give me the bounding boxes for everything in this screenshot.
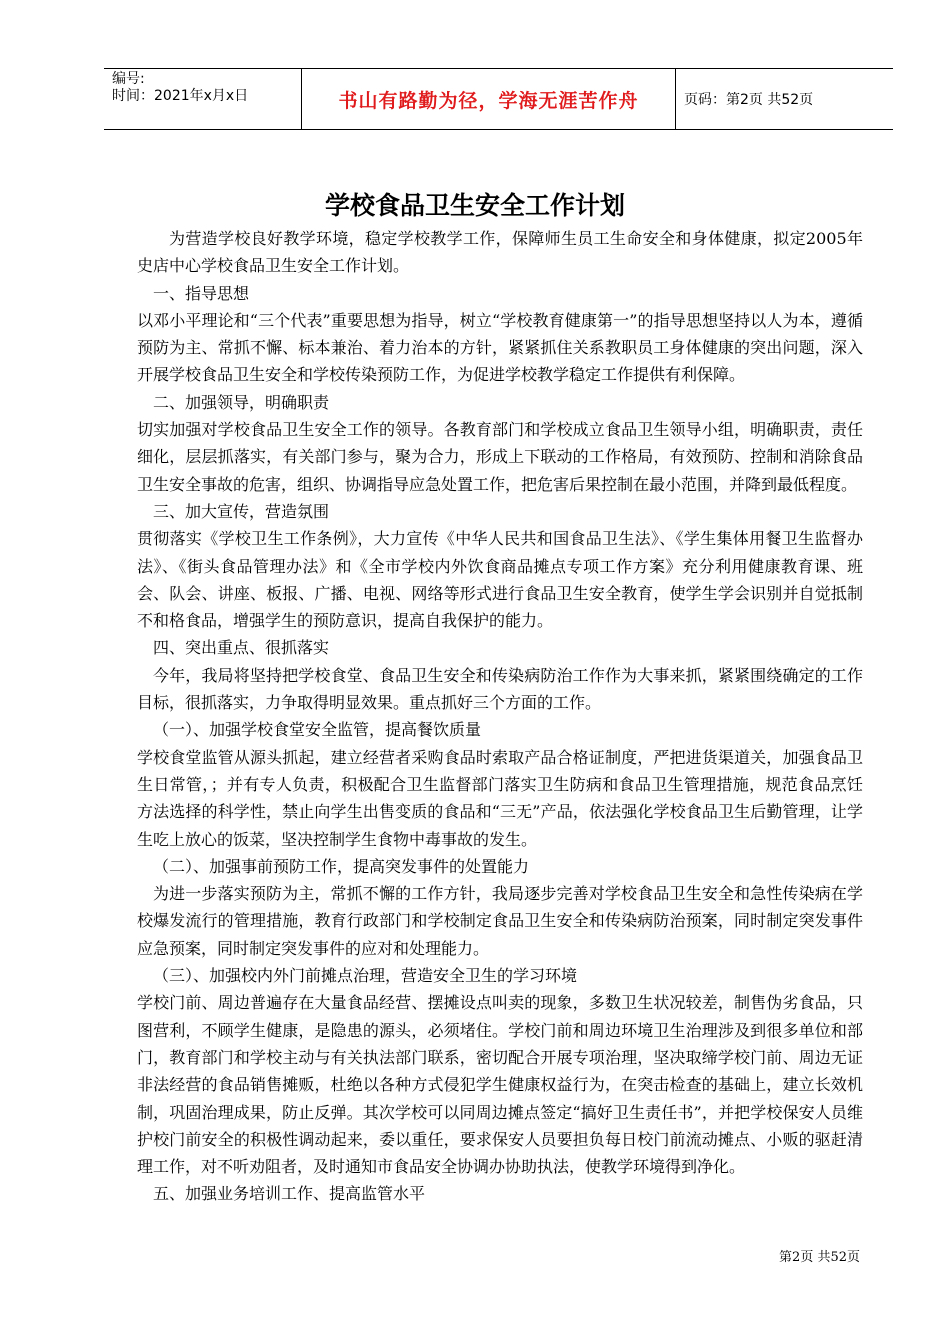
header-page-label: 页码：第2页 共52页: [684, 92, 814, 108]
subheading-1: （一）、加强学校食堂安全监管，提高餐饮质量: [153, 720, 482, 740]
heading-2: 二、加强领导，明确职责: [153, 392, 330, 412]
header-motto: 书山有路勤为径，学海无涯苦作舟: [302, 69, 676, 129]
heading-4: 四、突出重点、很抓落实: [153, 638, 330, 658]
header-table: [104, 68, 893, 130]
paragraph: 学校食堂监管从源头抓起，建立经营者采购食品时索取产品合格证制度，严把进货渠道关，加强食品卫生日常管，；并有专人负责，积极配合卫生监督部门落实卫生防病和食品卫生管理措施，规范食品烹饪方法选择的科学性，禁止向学生出售变质的食品和“三无”产品，依法强化学校食品卫生后勤管理，让学生吃上放心的饭菜，坚决控制学生食物中毒事故的发生。: [137, 747, 863, 849]
header-meta: [104, 69, 302, 129]
time-label: 时间：2021年x月x日: [112, 88, 249, 104]
heading-3: 三、加大宣传，营造氛围: [153, 501, 330, 521]
paragraph: 为进一步落实预防为主，常抓不懈的工作方针，我局逐步完善对学校食品卫生安全和急性传染病在学校爆发流行的管理措施，教育行政部门和学校制定食品卫生安全和传染病防治预案，同时制定突发事件应急预案，同时制定突发事件的应对和处理能力。: [137, 884, 863, 958]
number-label: 编号:: [112, 71, 145, 87]
paragraph: 以邓小平理论和“三个代表”重要思想为指导，树立“学校教育健康第一”的指导思想坚持以人为本，遵循预防为主、常抓不懈、标本兼治、着力治本的方针，紧紧抓住关系教职员工身体健康的突出问题，深入开展学校食品卫生安全和学校传染预防工作，为促进学校教学稳定工作提供有利保障。: [137, 310, 863, 385]
document-title: 学校食品卫生安全工作计划: [324, 191, 625, 220]
paragraph: 切实加强对学校食品卫生安全工作的领导。各教育部门和学校成立食品卫生领导小组，明确职责，责任细化，层层抓落实，有关部门参与，聚为合力，形成上下联动的工作格局，有效预防、控制和消除食品卫生安全事故的危害，组织、协调指导应急处置工作，把危害后果控制在最小范围，并降到最低程度。: [137, 420, 863, 494]
page-footer: 第2页 共52页: [779, 1250, 860, 1265]
paragraph-intro: 为营造学校良好教学环境，稳定学校教学工作，保障师生员工生命安全和身体健康，拟定2005年 史店中心学校食品卫生安全工作计划。: [137, 229, 863, 276]
paragraph: 今年，我局将坚持把学校食堂、食品卫生安全和传染病防治工作作为大事来抓，紧紧围绕确定的工作目标，很抓落实，力争取得明显效果。重点抓好三个方面的工作。: [137, 665, 863, 713]
subheading-2: （二）、加强事前预防工作，提高突发事件的处置能力: [153, 856, 530, 876]
heading-1: 一、指导思想: [153, 283, 250, 303]
subheading-3: （三）、加强校内外门前摊点治理，营造安全卫生的学习环境: [153, 966, 578, 986]
heading-5: 五、加强业务培训工作、提高监管水平: [153, 1184, 426, 1204]
document-body: [137, 225, 863, 1208]
paragraph: 学校门前、周边普遍存在大量食品经营、摆摊设点叫卖的现象，多数卫生状况较差，制售伪劣食品，只图营利，不顾学生健康，是隐患的源头，必须堵住。学校门前和周边环境卫生治理涉及到很多单位和部门，教育部门和学校主动与有关执法部门联系，密切配合开展专项治理，坚决取缔学校门前、周边无证非法经营的食品销售摊贩，杜绝以各种方式侵犯学生健康权益行为，在突击检查的基础上，建立长效机制，巩固治理成果，防止反弹。其次学校可以同周边摊点签定“搞好卫生责任书”，并把学校保安人员维护校门前安全的积极性调动起来，委以重任，要求保安人员要担负每日校门前流动摊点、小贩的驱赶清理工作，对不听劝阻者，及时通知市食品安全协调办协助执法，使教学环境得到净化。: [137, 993, 863, 1177]
paragraph: 贯彻落实《学校卫生工作条例》，大力宣传《中华人民共和国食品卫生法》、《学生集体用餐卫生监督办法》、《街头食品管理办法》和《全市学校内外饮食商品摊点专项工作方案》充分利用健康教育课、班会、队会、讲座、板报、广播、电视、网络等形式进行食品卫生安全教育，使学生学会识别并自觉抵制不和格食品，增强学生的预防意识，提高自我保护的能力。: [137, 529, 863, 631]
